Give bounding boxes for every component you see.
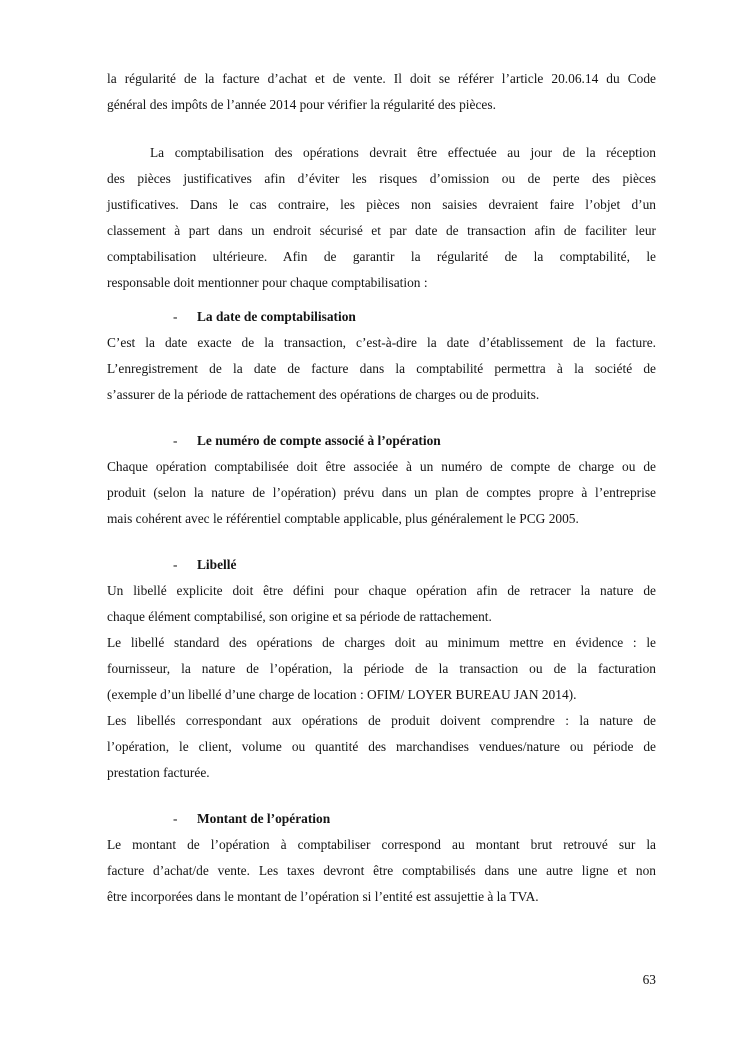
- text-line: Chaque opération comptabilisée doit être associée à un numéro de compte de charge ou de: [107, 459, 656, 474]
- section-title: Le numéro de compte associé à l’opération: [197, 433, 441, 448]
- section-heading: [107, 806, 656, 832]
- text-line: (exemple d’un libellé d’une charge de location : OFIM/ LOYER BUREAU JAN 2014).: [107, 687, 577, 702]
- section-title: Libellé: [197, 557, 237, 572]
- text-line: facture d’achat/de vente. Les taxes devront être comptabilisés dans une autre ligne et non: [107, 863, 656, 878]
- text-line: Le libellé standard des opérations de charges doit au minimum mettre en évidence : le: [107, 635, 656, 650]
- bullet-dash: -: [173, 433, 178, 448]
- paragraph-top: [107, 66, 656, 118]
- text-line: La comptabilisation des opérations devrait être effectuée au jour de la réception: [150, 145, 656, 160]
- text-line: la régularité de la facture d’achat et de vente. Il doit se référer l’article 20.06.14 du Code: [107, 71, 656, 86]
- text-line: l’opération, le client, volume ou quantité des marchandises vendues/nature ou période de: [107, 739, 656, 754]
- page-number: 63: [642, 972, 656, 987]
- section-date-comptabilisation: [107, 304, 656, 408]
- section-heading: [107, 304, 656, 330]
- text-line: s’assurer de la période de rattachement des opérations de charges ou de produits.: [107, 387, 540, 402]
- text-line: justificatives. Dans le cas contraire, les pièces non saisies devraient faire l’objet d’un: [107, 197, 656, 212]
- text-line: Les libellés correspondant aux opérations de produit doivent comprendre : la nature de: [107, 713, 656, 728]
- text-line: C’est la date exacte de la transaction, c’est-à-dire la date d’établissement de la facture.: [107, 335, 656, 350]
- text-line: général des impôts de l’année 2014 pour vérifier la régularité des pièces.: [107, 97, 496, 112]
- text-line: Le montant de l’opération à comptabiliser correspond au montant brut retrouvé sur la: [107, 837, 656, 852]
- text-line: être incorporées dans le montant de l’opération si l’entité est assujettie à la TVA.: [107, 889, 539, 904]
- text-line: produit (selon la nature de l’opération) prévu dans un plan de comptes propre à l’entreprise: [107, 485, 656, 500]
- bullet-dash: -: [173, 557, 178, 572]
- text-line: Un libellé explicite doit être défini pour chaque opération afin de retracer la nature de: [107, 583, 656, 598]
- text-line: L’enregistrement de la date de facture dans la comptabilité permettra à la société de: [107, 361, 656, 376]
- bullet-dash: -: [173, 811, 178, 826]
- section-heading: [107, 552, 656, 578]
- section-title: Montant de l’opération: [197, 811, 331, 826]
- section-numero-compte: [107, 428, 656, 532]
- section-montant: [107, 806, 656, 910]
- section-title: La date de comptabilisation: [197, 309, 356, 324]
- text-line: comptabilisation ultérieure. Afin de garantir la régularité de la comptabilité, le: [107, 249, 656, 264]
- text-line: classement à part dans un endroit sécurisé et par date de transaction afin de faciliter leur: [107, 223, 656, 238]
- text-line: des pièces justificatives afin d’éviter les risques d’omission ou de perte des pièces: [107, 171, 656, 186]
- section-heading: [107, 428, 656, 454]
- text-line: chaque élément comptabilisé, son origine et sa période de rattachement.: [107, 609, 492, 624]
- document-page: [107, 66, 656, 910]
- text-line: fournisseur, la nature de l’opération, la période de la transaction ou de la facturation: [107, 661, 656, 676]
- text-line: mais cohérent avec le référentiel comptable applicable, plus généralement le PCG 2005.: [107, 511, 579, 526]
- text-line: prestation facturée.: [107, 765, 210, 780]
- text-line: responsable doit mentionner pour chaque comptabilisation :: [107, 275, 428, 290]
- section-libelle: [107, 552, 656, 786]
- bullet-dash: -: [173, 309, 178, 324]
- paragraph-intro: [107, 140, 656, 296]
